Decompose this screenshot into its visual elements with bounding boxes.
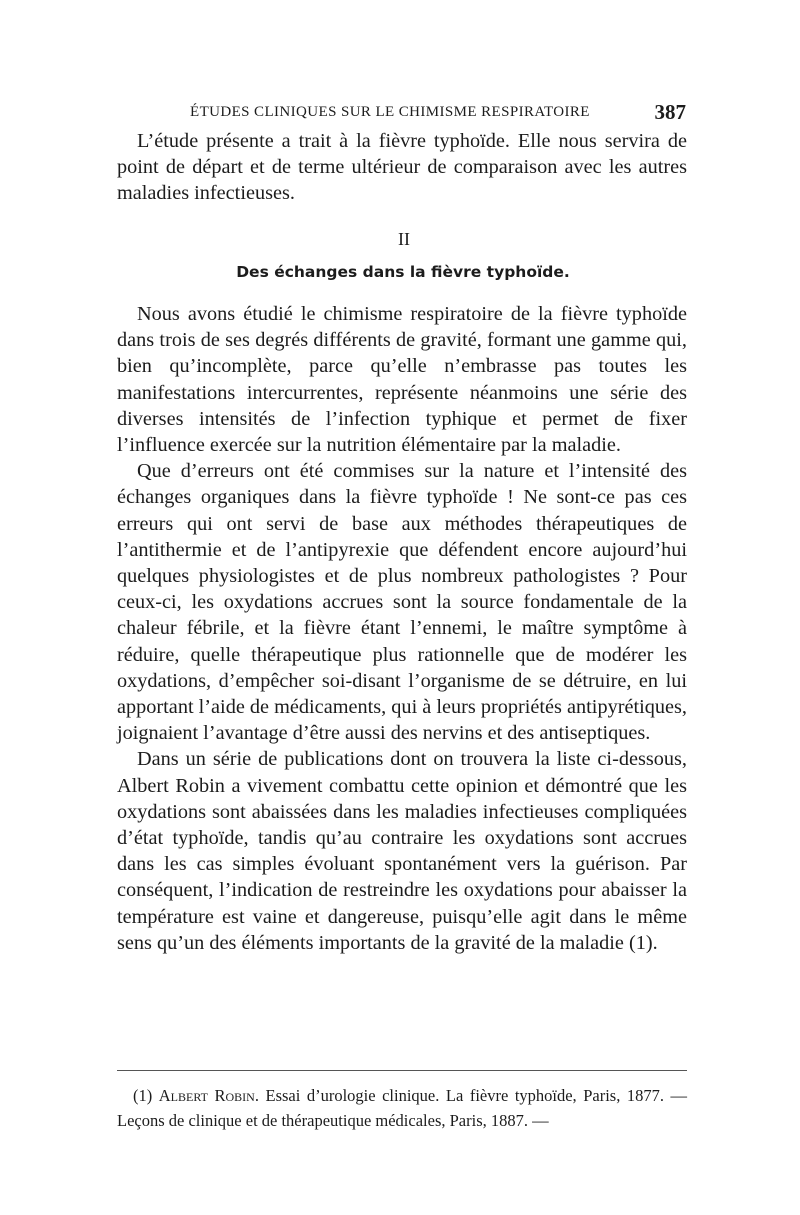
- intro-paragraph: L’étude présente a trait à la fièvre typhoïde. Elle nous servira de point de départ et de terme ultérieur de comparaison avec les autres maladies infectieuses.: [117, 130, 687, 205]
- footnote: [117, 1083, 687, 1133]
- running-title: ÉTUDES CLINIQUES SUR LE CHIMISME RESPIRATOIRE: [190, 104, 590, 120]
- intro-block: [117, 128, 687, 207]
- body-text: [117, 301, 687, 956]
- footnote-divider: [117, 1070, 687, 1071]
- paragraph: Nous avons étudié le chimisme respiratoire de la fièvre typhoïde dans trois de ses degrés différents de gravité, formant une gamme qui, bien qu’incomplète, parce qu’elle n’embrasse pas toutes les manifestations intercurrentes, représente néanmoins une série des diverses intensités de l’infection typhique et permet de fixer l’influence exercée sur la nutrition élémentaire par la maladie.: [117, 303, 687, 457]
- page-number: 387: [654, 100, 686, 124]
- footnote-marker: (1): [133, 1086, 159, 1105]
- running-head: [118, 100, 686, 126]
- paragraph: Que d’erreurs ont été commises sur la nature et l’intensité des échanges organiques dans la fièvre typhoïde ! Ne sont-ce pas ces erreurs qui ont servi de base aux méthodes thérapeutiques de l’antithermie et de l’antipyrexie que défendent encore aujourd’hui quelques physiologistes et de plus nombreux pathologistes ? Pour ceux-ci, les oxydations accrues sont la source fondamentale de la chaleur fébrile, et la fièvre étant l’ennemi, le maître symptôme à réduire, quelle thérapeutique plus rationnelle que de modérer les oxydations, d’empêcher soi-disant l’organisme de se détruire, en lui apportant l’aide de médicaments, qui à leurs propriétés antipyrétiques, joignaient l’avantage d’être aussi des nervins et des antiseptiques.: [117, 460, 687, 745]
- footnote-text: Essai d’urologie clinique. La fièvre typhoïde, Paris, 1877. — Leçons de clinique et de thérapeutique médicales, Paris, 1887. —: [117, 1086, 688, 1130]
- footnote-author: Albert Robin.: [158, 1086, 266, 1105]
- section-number: II: [398, 229, 410, 249]
- paragraph: Dans un série de publications dont on trouvera la liste ci-dessous, Albert Robin a vivement combattu cette opinion et démontré que les oxydations sont abaissées dans les maladies infectieuses compliquées d’état typhoïde, tandis qu’au contraire les oxydations sont accrues dans les cas simples évoluant spontanément vers la guérison. Par conséquent, l’indication de restreindre les oxydations pour abaisser la température est vaine et dangereuse, puisqu’elle agit dans le même sens qu’un des éléments importants de la gravité de la maladie (1).: [117, 748, 687, 954]
- section-title: Des échanges dans la fièvre typhoïde.: [236, 263, 570, 281]
